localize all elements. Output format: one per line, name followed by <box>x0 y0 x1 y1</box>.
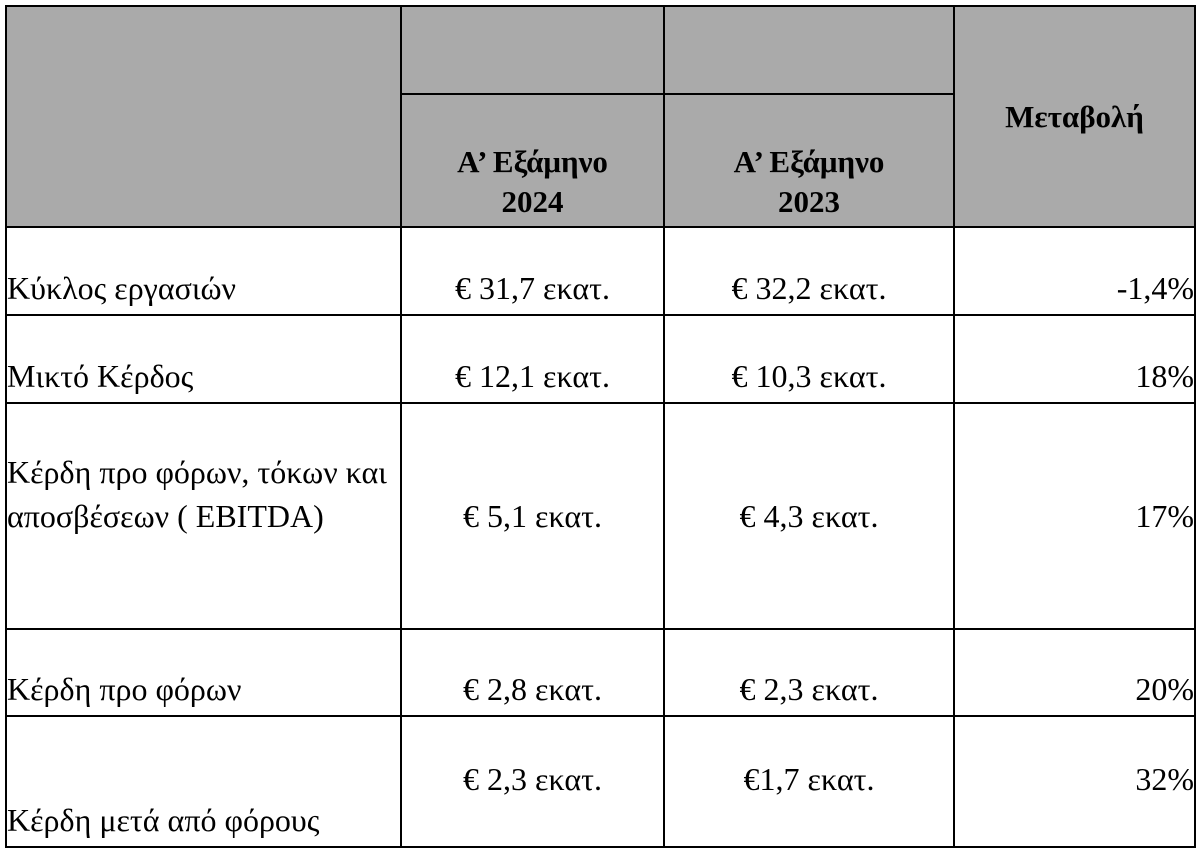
header-h1-2023-period: Α’ Εξάμηνο <box>733 144 885 179</box>
change-value: 18% <box>954 315 1195 403</box>
financial-results-table <box>5 5 1196 848</box>
change-value: 20% <box>954 629 1195 716</box>
value-2023: € 2,3 εκατ. <box>664 629 954 716</box>
value-2024: € 2,8 εκατ. <box>401 629 664 716</box>
value-2023: € 32,2 εκατ. <box>664 227 954 315</box>
row-label: Κέρδη προ φόρων <box>6 629 401 716</box>
change-value: 32% <box>954 716 1195 847</box>
header-top-cell-2024 <box>401 6 664 94</box>
table-body <box>6 227 1195 847</box>
table-row <box>6 403 1195 629</box>
change-value: -1,4% <box>954 227 1195 315</box>
table-row <box>6 227 1195 315</box>
table-row <box>6 315 1195 403</box>
header-h1-2024-year: 2024 <box>501 184 564 219</box>
header-empty-cell <box>6 6 401 227</box>
header-h1-2023-year: 2023 <box>778 184 840 219</box>
header-change: Μεταβολή <box>954 6 1195 227</box>
table-row <box>6 629 1195 716</box>
value-2023: € 4,3 εκατ. <box>664 403 954 629</box>
row-label: Μικτό Κέρδος <box>6 315 401 403</box>
value-2023: € 10,3 εκατ. <box>664 315 954 403</box>
header-h1-2024 <box>401 94 664 227</box>
change-value: 17% <box>954 403 1195 629</box>
row-label: Κέρδη προ φόρων, τόκων και αποσβέσεων ( EBITDA) <box>6 403 401 629</box>
table-row <box>6 716 1195 847</box>
value-2024: € 12,1 εκατ. <box>401 315 664 403</box>
value-2023: €1,7 εκατ. <box>664 716 954 847</box>
header-h1-2024-period: Α’ Εξάμηνο <box>457 144 608 179</box>
row-label: Κέρδη μετά από φόρους <box>6 716 401 847</box>
table-header <box>6 6 1195 227</box>
header-h1-2023 <box>664 94 954 227</box>
row-label: Κύκλος εργασιών <box>6 227 401 315</box>
value-2024: € 2,3 εκατ. <box>401 716 664 847</box>
header-top-cell-2023 <box>664 6 954 94</box>
value-2024: € 5,1 εκατ. <box>401 403 664 629</box>
value-2024: € 31,7 εκατ. <box>401 227 664 315</box>
